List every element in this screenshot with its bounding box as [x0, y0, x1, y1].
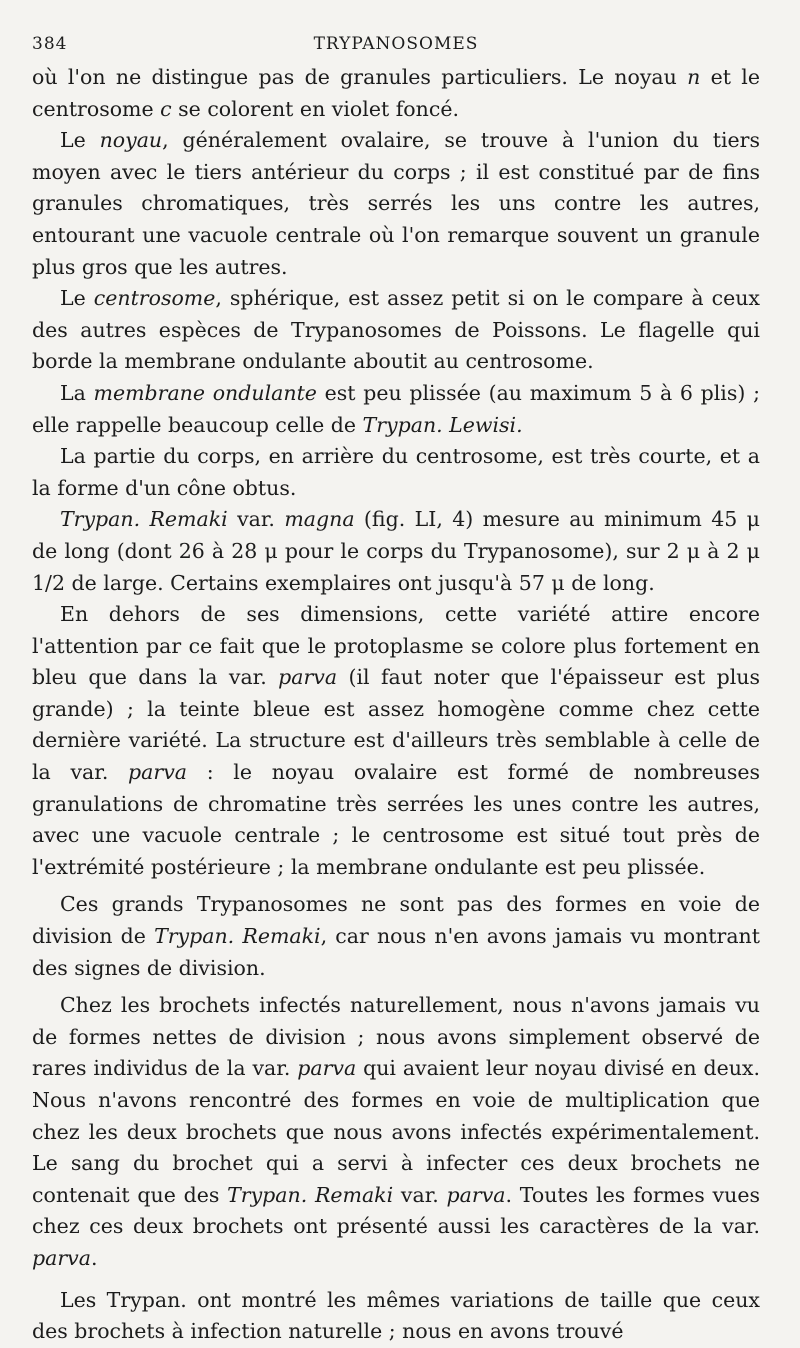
- italic-term: Trypan. Remaki: [60, 507, 228, 532]
- italic-term: magna: [284, 507, 355, 532]
- paragraph-9: Chez les brochets infectés naturellement, nous n'avons jamais vu de formes nettes de division ; nous avons simplement observé de rares individus de la var. parva qui avaient leur noyau divisé en deux. Nous n'avons rencontré des formes en voie de multiplication que chez les deux brochets que nous avons infectés expérimentalement. Le sang du brochet qui a servi à infecter ces deux brochets ne contenait que des Trypan. Remaki var. parva. Toutes les formes vues chez ces deux brochets ont présenté aussi les caractères de la var. parva.: [32, 993, 760, 1270]
- italic-term: parva: [278, 665, 338, 690]
- paragraph-1: où l'on ne distingue pas de granules particuliers. Le noyau n et le centrosome c se colorent en violet foncé.: [32, 65, 760, 121]
- italic-term: parva: [128, 760, 187, 785]
- italic-term: centrosome: [93, 286, 216, 311]
- italic-term: noyau: [99, 128, 163, 153]
- italic-term: Trypan. Lewisi.: [362, 412, 523, 437]
- paragraph-5: La partie du corps, en arrière du centrosome, est très courte, et a la forme d'un cône obtus.: [32, 444, 760, 500]
- page-header: [32, 28, 760, 62]
- italic-term: membrane ondulante: [93, 380, 317, 405]
- italic-term: Trypan. Remaki: [154, 924, 321, 949]
- italic-term: parva: [32, 1245, 91, 1270]
- paragraph-6: Trypan. Remaki var. magna (fig. LI, 4) mesure au minimum 45 μ de long (dont 26 à 28 μ pour le corps du Trypanosome), sur 2 μ à 2 μ 1/2 de large. Certains exemplaires ont jusqu'à 57 μ de long.: [32, 507, 761, 595]
- paragraph-10: Les Trypan. ont montré les mêmes variations de taille que ceux des brochets à infection naturelle ; nous en avons trouvé: [32, 1287, 760, 1344]
- italic-term: n: [687, 65, 701, 89]
- page-number: 384: [32, 34, 68, 54]
- italic-term: parva: [446, 1182, 506, 1207]
- running-title: TRYPANOSOMES: [313, 34, 479, 54]
- paragraph-7: En dehors de ses dimensions, cette variété attire encore l'attention par ce fait que le protoplasme se colore plus fortement en bleu que dans la var. parva (il faut noter que l'épaisseur est plus grande) ; la teinte bleue est assez homogène comme chez cette dernière variété. La structure est d'ailleurs très semblable à celle de la var. parva : le noyau ovalaire est formé de nombreuses granulations de chromatine très serrées les unes contre les autres, avec une vacuole centrale ; le centrosome est situé tout près de l'extrémité postérieure ; la membrane ondulante est peu plissée.: [32, 602, 760, 879]
- italic-term: Trypan. Remaki: [227, 1182, 394, 1207]
- body-text: [32, 62, 760, 1348]
- paragraph-2: Le noyau, généralement ovalaire, se trouve à l'union du tiers moyen avec le tiers antérieur du corps ; il est constitué par de fins granules chromatiques, très serrés les uns contre les autres, entourant une vacuole centrale où l'on remarque souvent un granule plus gros que les autres.: [32, 128, 760, 279]
- paragraph-4: La membrane ondulante est peu plissée (au maximum 5 à 6 plis) ; elle rappelle beaucoup celle de Trypan. Lewisi.: [32, 380, 760, 437]
- paragraph-3: Le centrosome, sphérique, est assez petit si on le compare à ceux des autres espèces de Trypanosomes de Poissons. Le flagelle qui borde la membrane ondulante aboutit au centrosome.: [32, 286, 760, 374]
- italic-term: parva: [297, 1056, 357, 1081]
- italic-term: c: [160, 96, 172, 121]
- paragraph-8: Ces grands Trypanosomes ne sont pas des formes en voie de division de Trypan. Remaki, car nous n'en avons jamais vu montrant des signes de division.: [32, 892, 761, 980]
